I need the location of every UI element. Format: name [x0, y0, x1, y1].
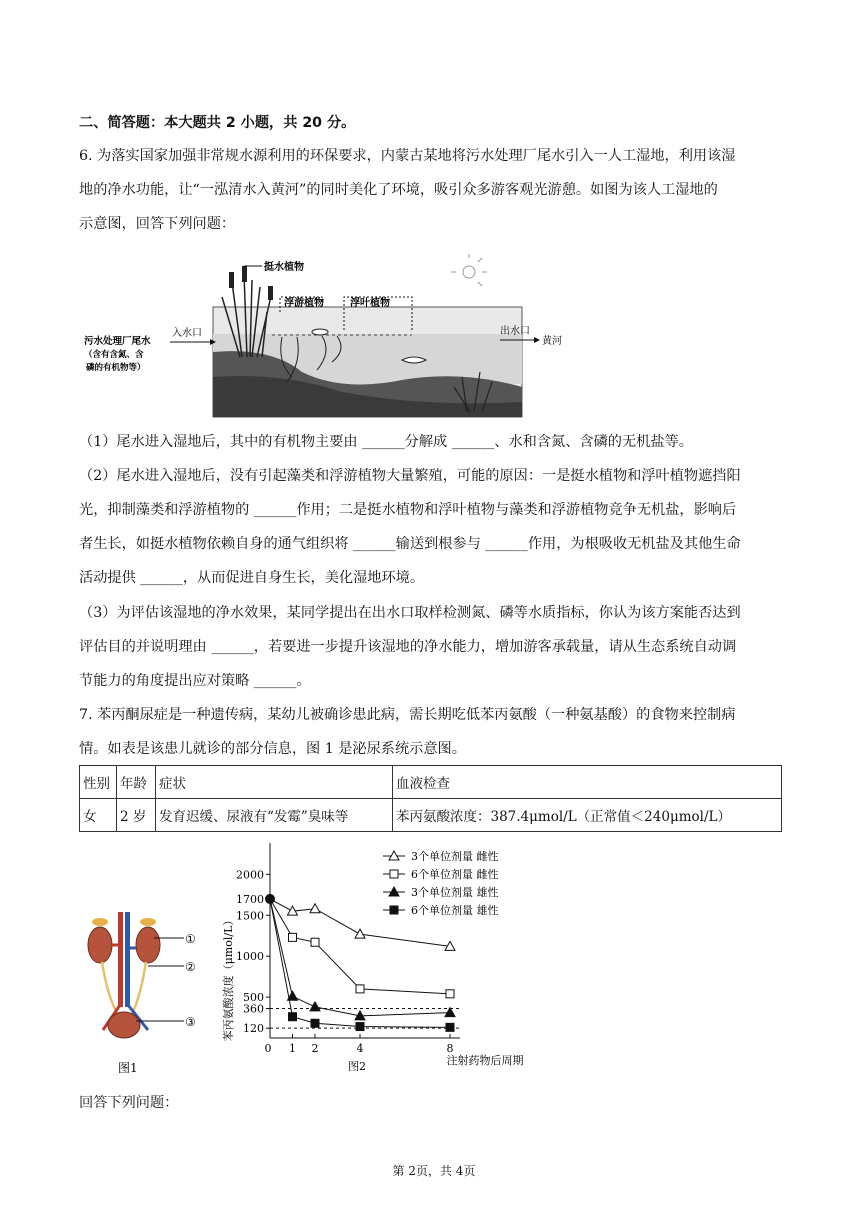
closing-prompt: 回答下列问题： [79, 1095, 179, 1111]
legend-marker [390, 870, 398, 878]
x-tick-label: 0 [264, 1042, 272, 1055]
q6-text-line-1: 6. 为落实国家加强非常规水源利用的环保要求，内蒙古某地将污水处理厂尾水引入一人工湿地，利用该湿 [79, 148, 736, 164]
table-row [80, 799, 782, 832]
legend-label: 3个单位剂量 雄性 [411, 886, 499, 899]
y-tick-label: 2000 [236, 868, 264, 882]
data-point [356, 985, 364, 993]
wetland-diagram [82, 252, 572, 422]
marker-3: ③ [185, 1015, 196, 1029]
data-point [311, 1019, 319, 1027]
data-point [289, 933, 297, 941]
data-point [355, 929, 365, 938]
page-footer: 第 2页，共 4页 [392, 1164, 476, 1178]
fig1-label: 图1 [118, 1061, 138, 1075]
q6-text-line-2: 地的净水功能，让“一泓清水入黄河”的同时美化了环境，吸引众多游客观光游憩。如图为该人工湿地的 [79, 182, 718, 198]
x-tick-label: 2 [311, 1042, 319, 1055]
q7-text-line-2: 情。如表是该患儿就诊的部分信息，图 1 是泌尿系统示意图。 [79, 741, 466, 757]
data-point [446, 1023, 454, 1031]
q6-sub3-line-3: 节能力的角度提出应对策略 ______。 [79, 673, 311, 689]
q6-sub3-line-2: 评估目的并说明理由 ______，若要进一步提升该湿地的净水能力，增加游客承载量，请从生态系统自动调 [79, 639, 737, 655]
q6-sub2-line-4: 活动提供 ______，从而促进自身生长，美化湿地环境。 [79, 570, 425, 586]
x-axis-label: 注射药物后周期 [446, 1054, 524, 1067]
source-label-3: 磷的有机物等） [86, 363, 146, 373]
emergent-plant-label: 挺水植物 [264, 262, 304, 273]
source-label-2: （含有含氮、含 [84, 350, 144, 360]
y-axis-label: 苯丙氨酸浓度（μmol/L） [222, 914, 235, 1042]
x-tick-label: 4 [356, 1042, 364, 1055]
q6-sub2-line-1: （2）尾水进入湿地后，没有引起藻类和浮游植物大量繁殖，可能的原因：一是挺水植物和浮叶植物遮挡阳 [79, 468, 741, 484]
data-point [289, 1013, 297, 1021]
data-point [446, 990, 454, 998]
q7-text-line-1: 7. 苯丙酮尿症是一种遗传病，某幼儿被确诊患此病，需长期吃低苯丙氨酸（一种氨基酸）的食物来控制病 [79, 707, 736, 723]
phenylalanine-chart [215, 838, 535, 1088]
urinary-system-figure [78, 900, 218, 1085]
inlet-label: 入水口 [172, 328, 202, 339]
start-point [265, 894, 275, 904]
floating-leaf-plant-label: 浮叶植物 [350, 298, 390, 309]
legend-label: 6个单位剂量 雄性 [411, 904, 499, 917]
legend-label: 3个单位剂量 雌性 [411, 850, 499, 863]
table-header-cell: 性别 [80, 766, 117, 799]
data-point [310, 904, 320, 913]
q6-sub2-line-2: 光，抑制藻类和浮游植物的 ______作用；二是挺水植物和浮叶植物与藻类和浮游植物竞争无机盐，影响后 [79, 502, 737, 518]
q6-sub2-line-3: 者生长，如挺水植物依赖自身的通气组织将 ______输送到根参与 ______作用，为根吸收无机盐及其他生命 [79, 536, 741, 552]
table-header-cell: 血液检查 [393, 766, 782, 799]
data-point [356, 1023, 364, 1031]
y-tick-label: 360 [243, 1002, 264, 1016]
fig2-label: 图2 [348, 1060, 366, 1073]
q6-sub3-line-1: （3）为评估该湿地的净水效果，某同学提出在出水口取样检测氮、磷等水质指标，你认为该方案能否达到 [79, 605, 741, 621]
data-point [311, 938, 319, 946]
x-tick-label: 8 [446, 1042, 454, 1055]
y-tick-label: 1500 [236, 909, 264, 923]
table-cell: 发育迟缓、尿液有“发霉”臭味等 [156, 799, 393, 832]
patient-info-table [79, 765, 782, 832]
x-tick-label: 1 [289, 1042, 296, 1055]
q6-text-line-3: 示意图，回答下列问题： [79, 216, 236, 232]
source-label-1: 污水处理厂尾水 [84, 336, 151, 347]
legend-label: 6个单位剂量 雌性 [411, 868, 499, 881]
y-tick-label: 500 [243, 991, 264, 1005]
table-header-cell: 症状 [156, 766, 393, 799]
data-point [310, 1002, 320, 1011]
q6-sub1: （1）尾水进入湿地后，其中的有机物主要由 ______分解成 ______、水和含氮、含磷的无机盐等。 [79, 434, 693, 450]
y-tick-label: 1000 [236, 950, 264, 964]
yellow-river-label: 黄河 [542, 336, 562, 347]
table-header-row [80, 766, 782, 799]
section-heading: 二、简答题：本大题共 2 小题，共 20 分。 [79, 115, 356, 131]
floating-plant-label: 浮游植物 [284, 298, 324, 309]
marker-1: ① [185, 932, 196, 946]
marker-2: ② [185, 960, 196, 974]
table-cell: 苯丙氨酸浓度：387.4μmol/L（正常值＜240μmol/L） [393, 799, 782, 832]
table-cell: 女 [80, 799, 117, 832]
outlet-label: 出水口 [500, 326, 530, 337]
legend-marker [390, 906, 398, 914]
y-tick-label: 1700 [236, 892, 264, 906]
y-tick-label: 120 [243, 1022, 264, 1036]
table-cell: 2 岁 [117, 799, 156, 832]
table-header-cell: 年龄 [117, 766, 156, 799]
